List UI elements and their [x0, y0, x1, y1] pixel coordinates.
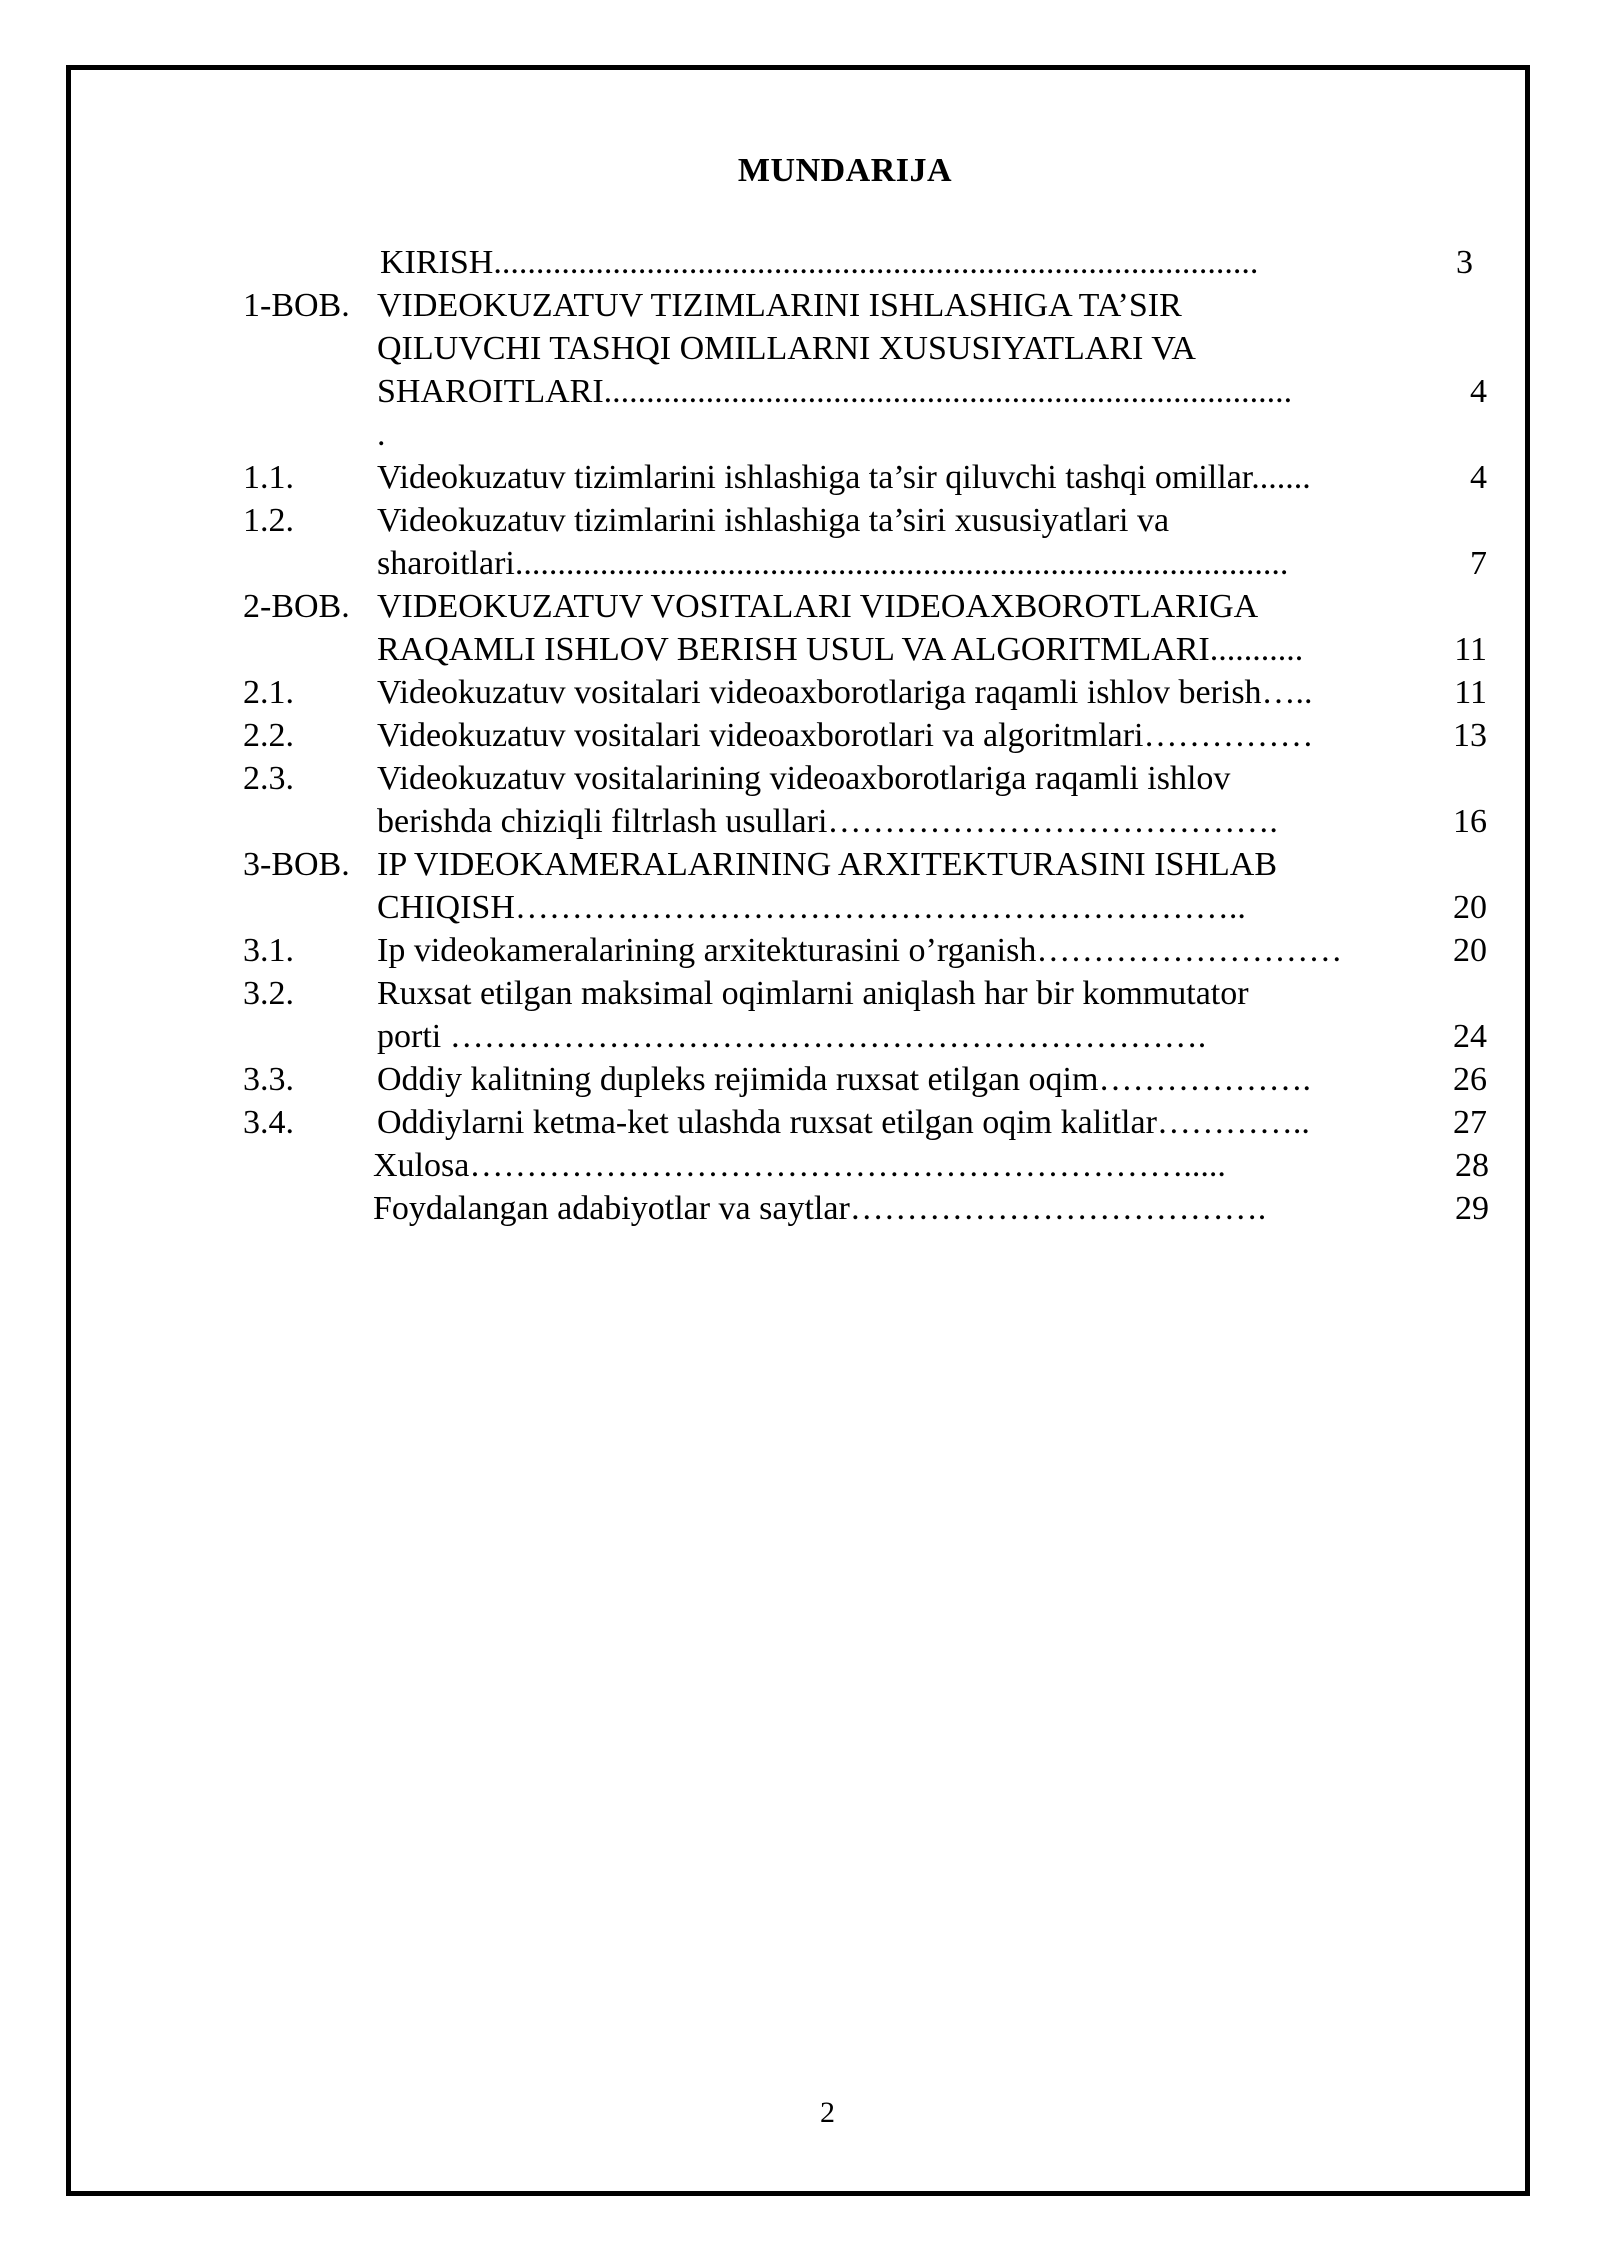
- toc-entry-number: 1-BOB.: [243, 287, 350, 324]
- toc-entry-page: 28: [1455, 1147, 1489, 1184]
- toc-entry-page: 29: [1455, 1190, 1489, 1227]
- toc-entry-text: VIDEOKUZATUV TIZIMLARINI ISHLASHIGA TA’SIR: [377, 287, 1182, 324]
- toc-entry-page: 27: [1453, 1104, 1487, 1141]
- toc-entry-text: .: [377, 416, 386, 453]
- toc-entry-text: SHAROITLARI.................................................................................: [377, 373, 1293, 410]
- toc-entry-page: 20: [1453, 932, 1487, 969]
- toc-entry-text: VIDEOKUZATUV VOSITALARI VIDEOAXBOROTLARIGA: [377, 588, 1259, 625]
- toc-entry-text: Ruxsat etilgan maksimal oqimlarni aniqlash har bir kommutator: [377, 975, 1249, 1012]
- toc-entry-text: berishda chiziqli filtrlash usullari………………………………….: [377, 803, 1278, 840]
- toc-entry-text: QILUVCHI TASHQI OMILLARNI XUSUSIYATLARI VA: [377, 330, 1196, 367]
- toc-entry-number: 3.3.: [243, 1061, 294, 1098]
- toc-entry-number: 2.3.: [243, 760, 294, 797]
- toc-entry-text: Videokuzatuv vositalarining videoaxborotlariga raqamli ishlov: [377, 760, 1231, 797]
- toc-entry-page: 20: [1453, 889, 1487, 926]
- toc-entry-text: sharoitlari...........................................................................................: [377, 545, 1289, 582]
- toc-entry-number: 2.1.: [243, 674, 294, 711]
- toc-entry-page: 7: [1470, 545, 1487, 582]
- toc-entry-text: RAQAMLI ISHLOV BERISH USUL VA ALGORITMLARI...........: [377, 631, 1304, 668]
- toc-entry-page: 26: [1453, 1061, 1487, 1098]
- toc-entry-text: CHIQISH………………………………………………………..: [377, 889, 1246, 926]
- toc-entry-number: 2.2.: [243, 717, 294, 754]
- toc-entry-page: 11: [1454, 631, 1487, 668]
- page-title: MUNDARIJA: [737, 152, 953, 189]
- toc-entry-page: 13: [1453, 717, 1487, 754]
- toc-entry-number: 1.1.: [243, 459, 294, 496]
- toc-entry-text: Videokuzatuv tizimlarini ishlashiga ta’sir qiluvchi tashqi omillar.......: [377, 459, 1311, 496]
- toc-entry-text: Videokuzatuv vositalari videoaxborotlari va algoritmlari……………: [377, 717, 1314, 754]
- toc-entry-text: KIRISH..........................................................................................: [380, 244, 1259, 281]
- toc-entry-text: Videokuzatuv vositalari videoaxborotlariga raqamli ishlov berish…..: [377, 674, 1313, 711]
- toc-entry-number: 3-BOB.: [243, 846, 350, 883]
- toc-entry-number: 3.2.: [243, 975, 294, 1012]
- toc-entry-page: 3: [1456, 244, 1473, 281]
- toc-entry-number: 1.2.: [243, 502, 294, 539]
- toc-entry-page: 4: [1470, 459, 1487, 496]
- toc-entry-text: Videokuzatuv tizimlarini ishlashiga ta’siri xususiyatlari va: [377, 502, 1170, 539]
- toc-entry-text: Xulosa……………………………………………………….....: [373, 1147, 1226, 1184]
- toc-entry-text: Foydalangan adabiyotlar va saytlar……………………………….: [373, 1190, 1267, 1227]
- page-number: 2: [820, 2096, 835, 2129]
- toc-entry-number: 2-BOB.: [243, 588, 350, 625]
- toc-entry-number: 3.4.: [243, 1104, 294, 1141]
- toc-entry-text: IP VIDEOKAMERALARINING ARXITEKTURASINI ISHLAB: [377, 846, 1278, 883]
- toc-entry-number: 3.1.: [243, 932, 294, 969]
- toc-entry-page: 24: [1453, 1018, 1487, 1055]
- toc-entry-text: Oddiy kalitning dupleks rejimida ruxsat etilgan oqim……………….: [377, 1061, 1311, 1098]
- toc-entry-text: Oddiylarni ketma-ket ulashda ruxsat etilgan oqim kalitlar…………..: [377, 1104, 1310, 1141]
- toc-entry-text: Ip videokameralarining arxitekturasini o’rganish………………………: [377, 932, 1343, 969]
- toc-entry-text: porti ………………………………………………………….: [377, 1018, 1207, 1055]
- toc-entry-page: 11: [1454, 674, 1487, 711]
- toc-entry-page: 16: [1453, 803, 1487, 840]
- toc-entry-page: 4: [1470, 373, 1487, 410]
